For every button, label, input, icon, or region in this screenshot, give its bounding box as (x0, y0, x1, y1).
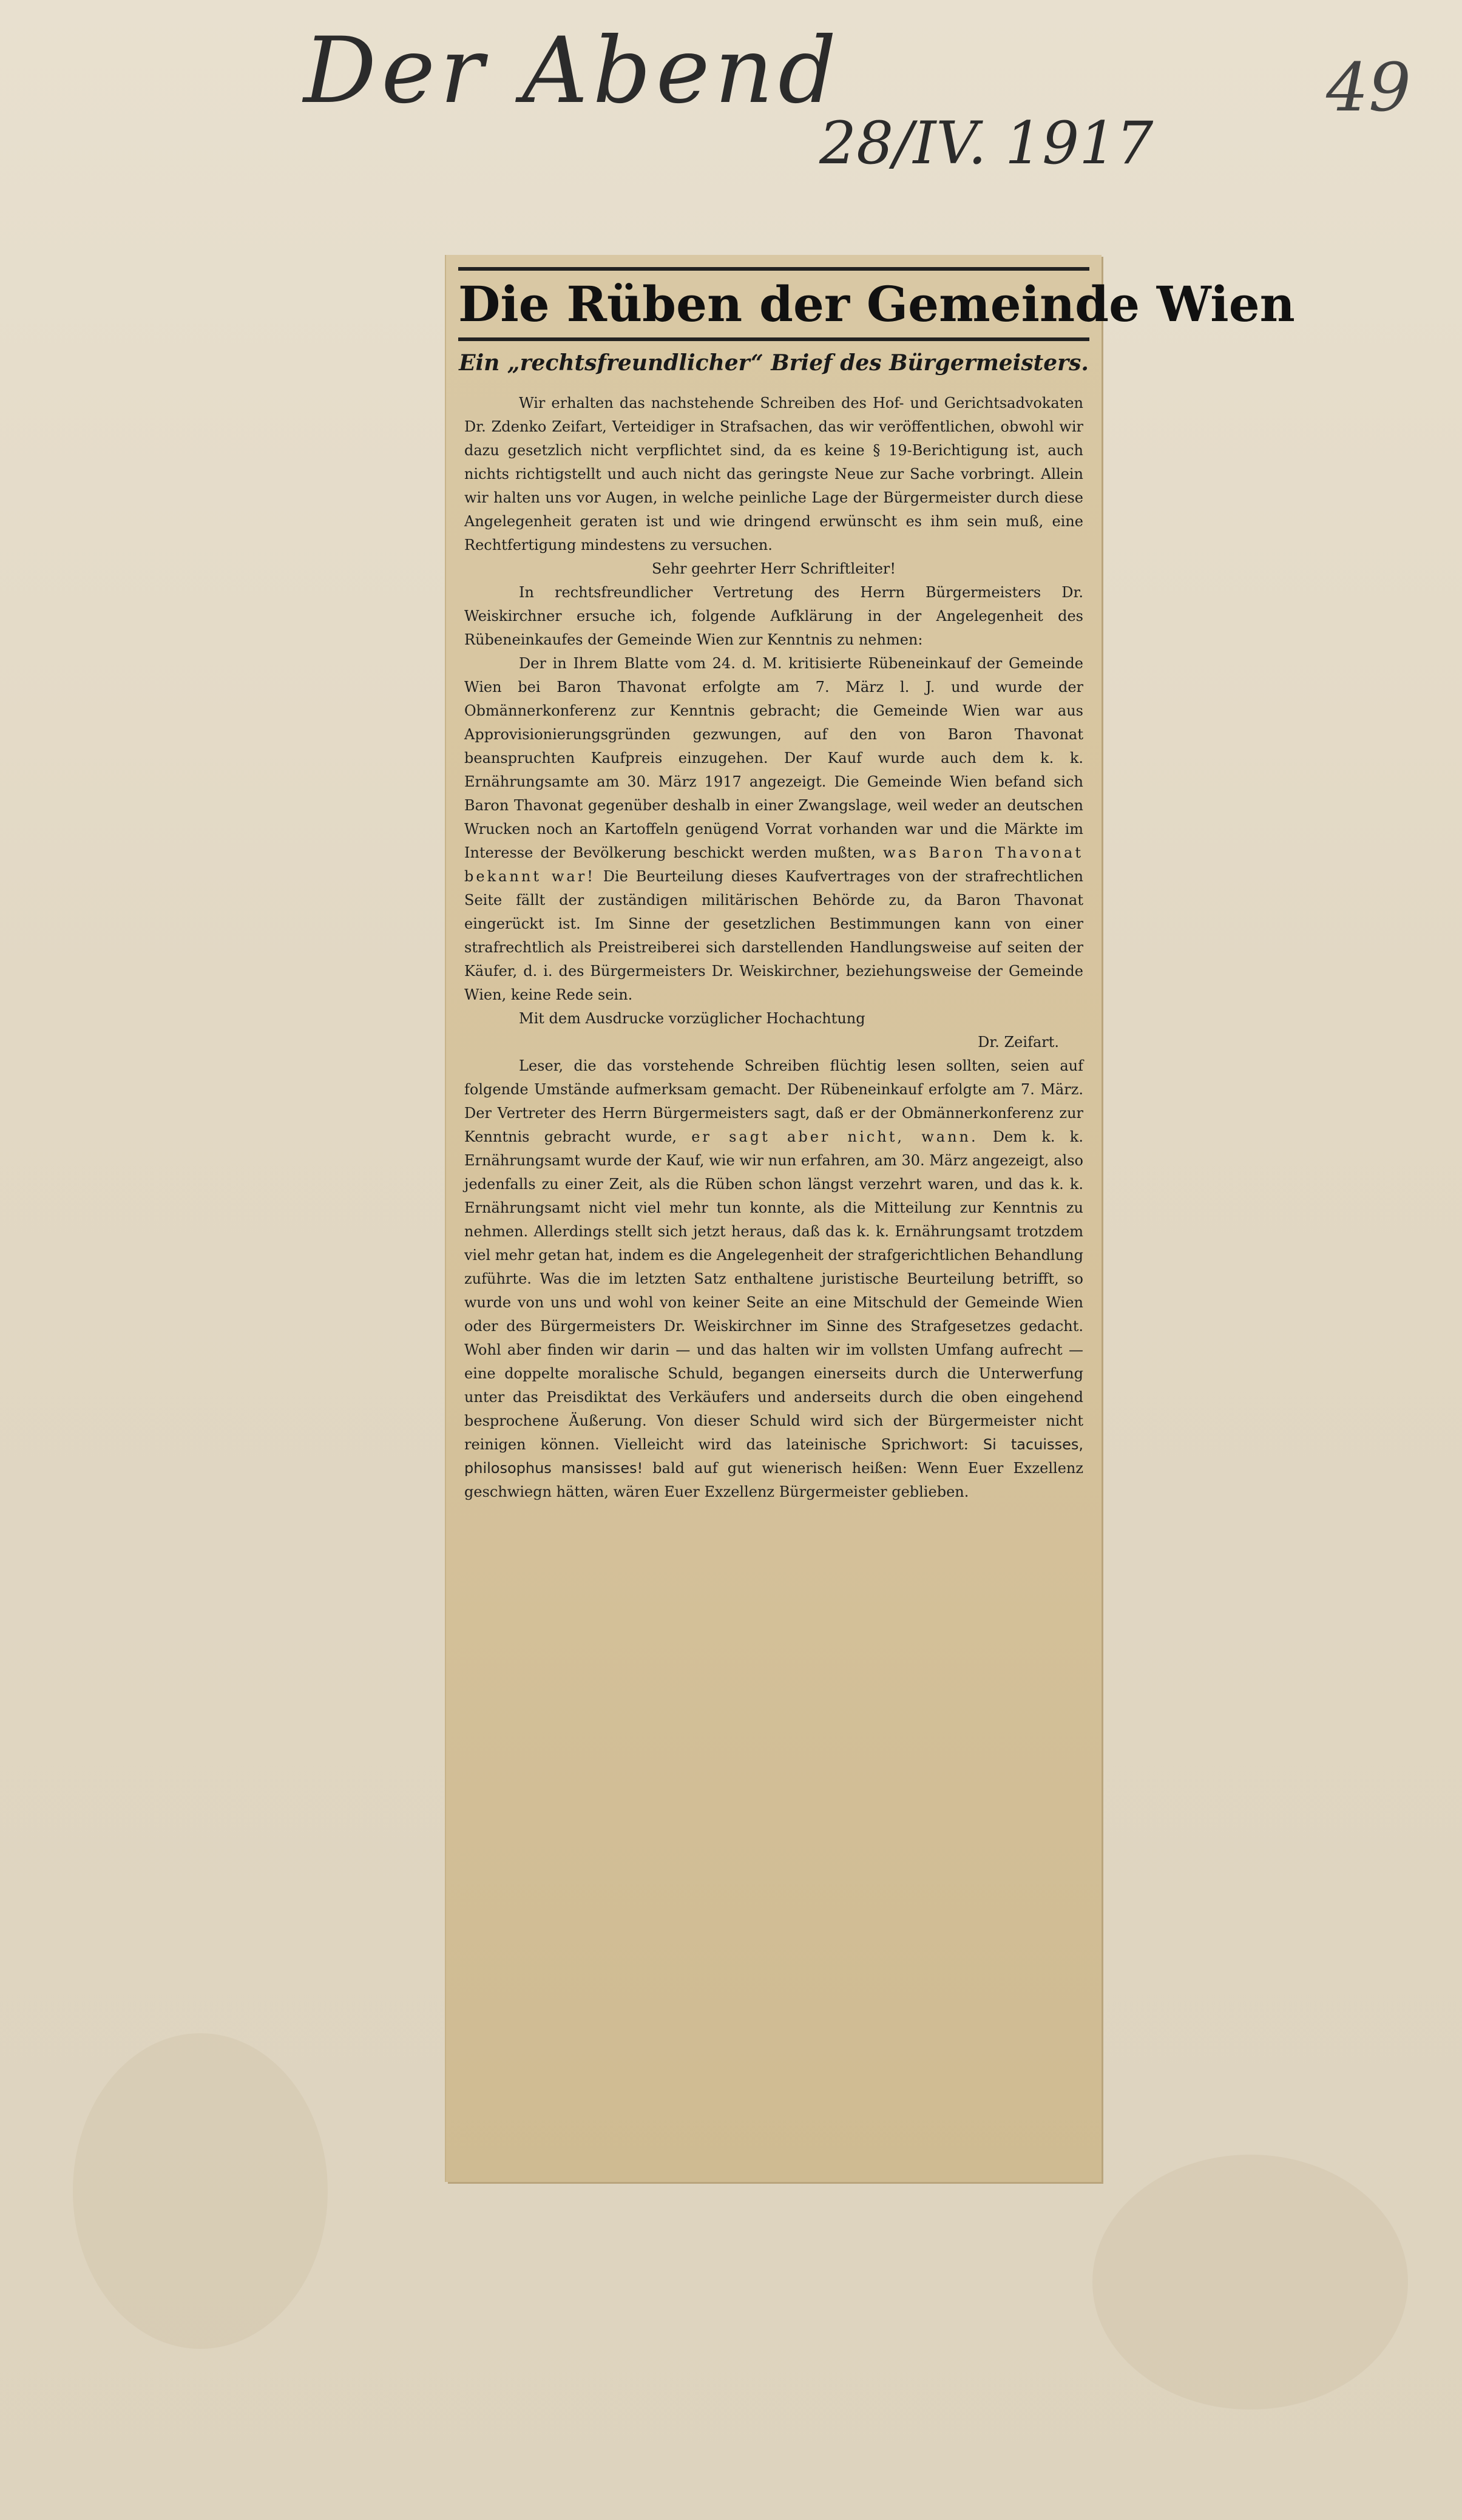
article-body (464, 391, 1083, 1504)
paper-stain (1092, 2155, 1408, 2410)
letter-paragraph (464, 652, 1083, 1007)
article-headline: Die Rüben der Gemeinde Wien (458, 267, 1089, 341)
article-subheadline: Ein „rechtsfreundlicher“ Brief des Bürgermeisters. (459, 350, 1089, 376)
newspaper-clipping (446, 255, 1295, 2182)
letter-signature: Dr. Zeifart. (978, 1034, 1059, 1051)
latin-quote: Si tacuisses, philosophus mansisses! (464, 1436, 1083, 1477)
letter-closing: Mit dem Ausdrucke vorzüglicher Hochachtung (519, 1010, 865, 1027)
intro-paragraph: Wir erhalten das nachstehende Schreiben des Hof- und Gerichtsadvokaten Dr. Zdenko Zeifart, Verteidiger in Strafsachen, das wir veröffentlichen, obwohl wir dazu gesetzlich nicht verpflichtet sind, da es keine § 19-Berichtigung ist, auch nichts richtigstellt und auch nicht das geringste Neue zur Sache vorbringt. Allein wir halten uns vor Augen, in welche peinliche Lage der Bürgermeister durch diese Angelegenheit geraten ist und wie dringend erwünscht es ihm sein muß, eine Rechtfertigung mindestens zu versuchen. (464, 395, 1083, 554)
page-number: 49 (1326, 49, 1411, 126)
editorial-text: Dem k. k. Ernährungsamt wurde der Kauf, wie wir nun erfahren, am 30. März angezeigt, also jedenfalls zu einer Zeit, als die Rüben schon längst verzehrt waren, und das k. k. Ernährungsamt nicht viel mehr tun konnte, als die Mitteilung zur Kenntnis zu nehmen. Allerdings stellt sich jetzt heraus, daß das k. k. Ernährungsamt trotzdem viel mehr getan hat, indem es die Angelegenheit der strafgerichtlichen Behandlung zuführte. Was die im letzten Satz enthaltene juristische Beurteilung betrifft, so wurde von uns und wohl von keiner Seite an eine Mitschuld der Gemeinde Wien oder des Bürgermeisters Dr. Weiskirchner im Sinne des Strafgesetzes gedacht. Wohl aber finden wir darin — und das halten wir im vollsten Umfang aufrecht — eine doppelte moralische Schuld, begangen einerseits durch die Unterwerfung unter das Preisdiktat des Verkäufers und anderseits durch die oben eingehend besprochene Äußerung. Von dieser Schuld wird sich der Bürgermeister nicht reinigen können. Vielleicht wird das lateinische Sprichwort: (464, 1128, 1083, 1453)
emphasized-text: er sagt aber nicht, wann. (691, 1128, 978, 1145)
handwritten-source-note (303, 18, 1153, 176)
letter-salutation: Sehr geehrter Herr Schriftleiter! (651, 560, 896, 577)
paper-stain (73, 2033, 328, 2349)
emphasized-text: was Baron Thavonat bekannt war! (464, 844, 1083, 885)
letter-text: Der in Ihrem Blatte vom 24. d. M. kritisierte Rübeneinkauf der Gemeinde Wien bei Baron Thavonat erfolgte am 7. März l. J. und wurde der Obmännerkonferenz zur Kenntnis gebracht; die Gemeinde Wien war aus Approvisionierungsgründen gezwungen, auf den von Baron Thavonat beanspruchten Kaufpreis einzugehen. Der Kauf wurde auch dem k. k. Ernährungsamte am 30. März 1917 angezeigt. Die Gemeinde Wien befand sich Baron Thavonat gegenüber deshalb in einer Zwangslage, weil weder an deutschen Wrucken noch an Kartoffeln genügend Vorrat vorhanden war und die Märkte im Interesse der Bevölkerung beschickt werden mußten, (464, 655, 1083, 861)
handwritten-date: 28/IV. 1917 (819, 109, 1154, 177)
editorial-paragraph (464, 1054, 1083, 1504)
editorial-text: Leser, die das vorstehende Schreiben flüchtig lesen sollten, seien auf folgende Umstände aufmerksam gemacht. Der Rübeneinkauf erfolgte am 7. März. Der Vertreter des Herrn Bürgermeisters sagt, daß er der Obmännerkonferenz zur Kenntnis gebracht wurde, (464, 1057, 1083, 1145)
handwritten-newspaper-title: Der Abend (303, 18, 842, 124)
letter-paragraph: In rechtsfreundlicher Vertretung des Herrn Bürgermeisters Dr. Weiskirchner ersuche ich, folgende Aufklärung in der Angelegenheit des Rübeneinkaufes der Gemeinde Wien zur Kenntnis zu nehmen: (464, 584, 1083, 648)
editorial-text: bald auf gut wienerisch heißen: Wenn Euer Exzellenz geschwiegn hätten, wären Euer Exzellenz Bürgermeister geblieben. (464, 1460, 1083, 1500)
letter-text: Die Beurteilung dieses Kaufvertrages von der strafrechtlichen Seite fällt der zuständigen militärischen Behörde zu, da Baron Thavonat eingerückt ist. Im Sinne der gesetzlichen Bestimmungen kann von einer strafrechtlich als Preistreiberei sich darstellenden Handlungsweise auf seiten der Käufer, d. i. des Bürgermeisters Dr. Weiskirchner, beziehungsweise der Gemeinde Wien, keine Rede sein. (464, 868, 1083, 1003)
